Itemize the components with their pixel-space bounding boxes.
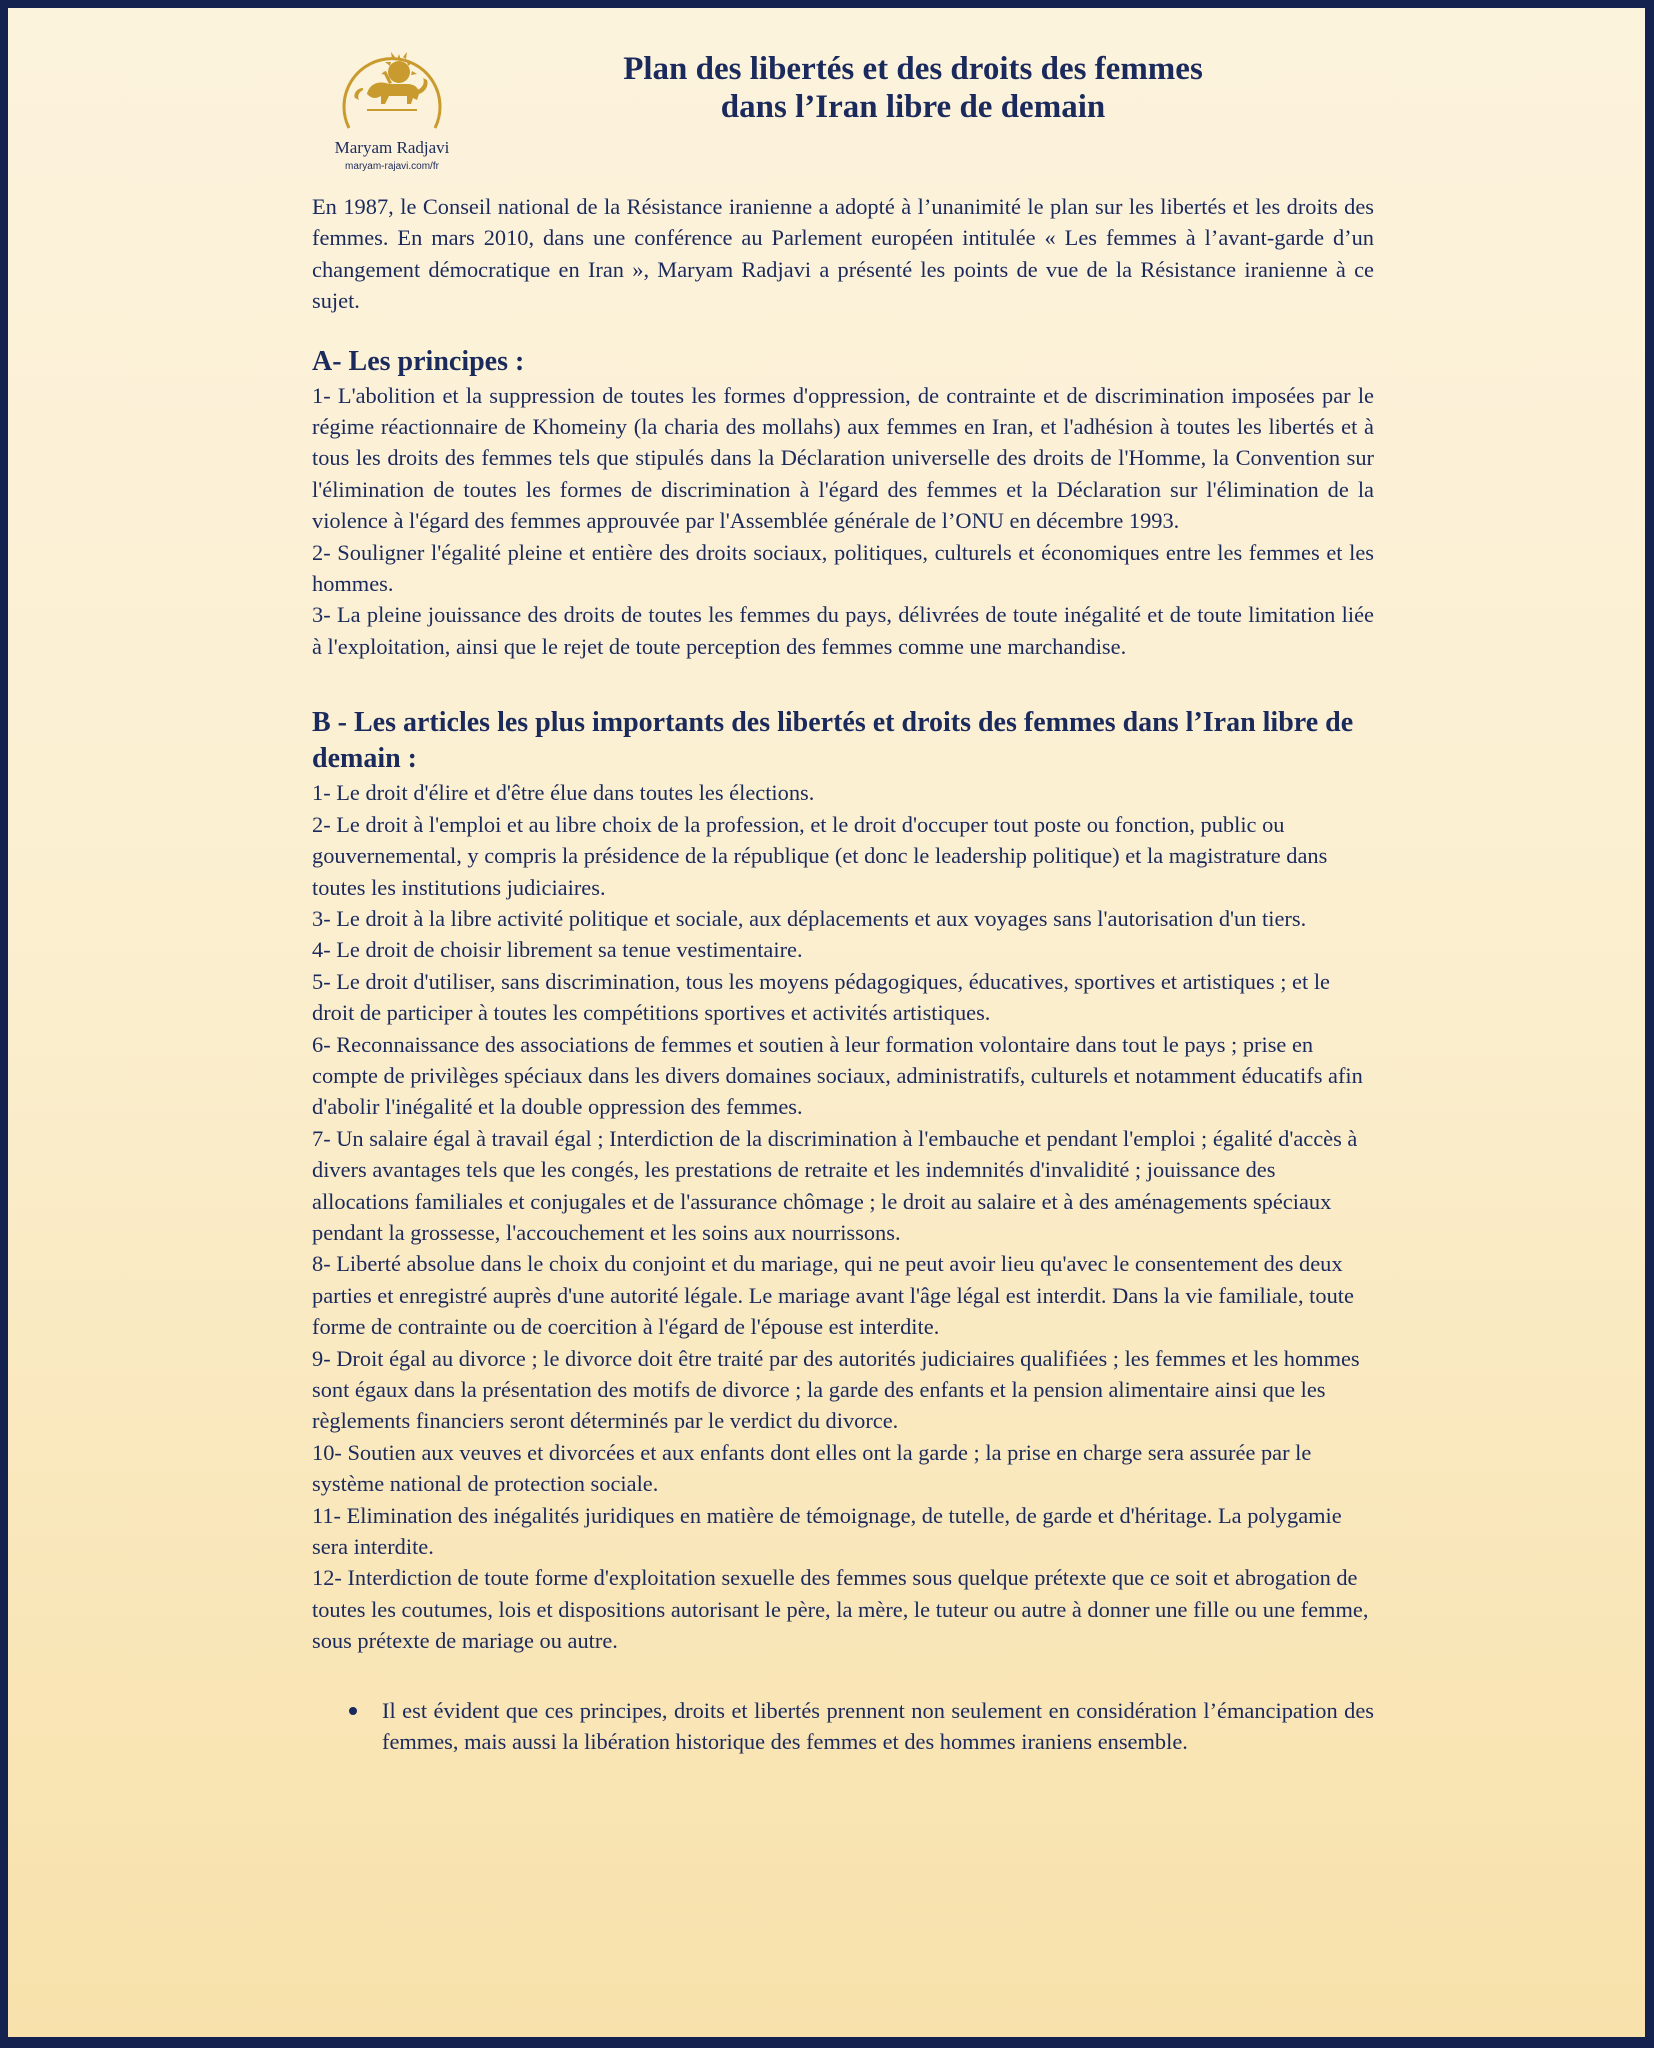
lion-and-sun-emblem-icon xyxy=(337,32,447,132)
article-item-3: 3- Le droit à la libre activité politique et sociale, aux déplacements et aux voyages sans l'autorisation d'un tiers. xyxy=(312,905,1307,931)
principle-item-1: 1- L'abolition et la suppression de toutes les formes d'oppression, de contrainte et de discrimination imposées par le régime réactionnaire de Khomeiny (la charia des mollahs) aux femmes en Iran, et l'adhésion à toutes les libertés et à tous les droits des femmes tels que stipulés dans la Déclaration universelle des droits de l'Homme, la Convention sur l'élimination de toutes les formes de discrimination à l'égard des femmes et la Déclaration sur l'élimination de la violence à l'égard des femmes approuvée par l'Assemblée générale de l’ONU en décembre 1993. xyxy=(312,382,1374,534)
logo-name: Maryam Radjavi xyxy=(334,138,450,157)
article-item-8: 8- Liberté absolue dans le choix du conjoint et du mariage, qui ne peut avoir lieu qu'avec le consentement des deux parties et enregistré auprès d'une autorité légale. Le mariage avant l'âge légal est interdit. Dans la vie familiale, toute forme de contrainte ou de coercition à l'égard de l'épouse est interdite. xyxy=(312,1251,1354,1340)
article-item-4: 4- Le droit de choisir librement sa tenue vestimentaire. xyxy=(312,937,803,963)
closing-note-list xyxy=(312,1695,1374,1758)
intro-paragraph: En 1987, le Conseil national de la Résistance iranienne a adopté à l’unanimité le plan sur les libertés et les droits des femmes. En mars 2010, dans une conférence au Parlement européen intitulée « Les femmes à l’avant-garde d’un changement démocratique en Iran », Maryam Radjavi a présenté les points de vue de la Résistance iranienne à ce sujet. xyxy=(312,194,1374,314)
page-title xyxy=(528,50,1298,126)
document-page xyxy=(8,8,1645,2037)
article-item-2: 2- Le droit à l'emploi et au libre choix de la profession, et le droit d'occuper tout poste ou fonction, public ou gouvernemental, y compris la présidence de la république (et donc le leadership politique) et la magistrature dans toutes les institutions judiciaires. xyxy=(312,811,1328,900)
article-item-1: 1- Le droit d'élire et d'être élue dans toutes les élections. xyxy=(312,780,815,806)
principle-item-3: 3- La pleine jouissance des droits de toutes les femmes du pays, délivrées de toute inégalité et de toute limitation liée à l'exploitation, ainsi que le rejet de toute perception des femmes comme une marchandise. xyxy=(312,602,1374,659)
section-a-list xyxy=(312,380,1374,663)
principle-item-2: 2- Souligner l'égalité pleine et entière des droits sociaux, politiques, culturels et économiques entre les femmes et les hommes. xyxy=(312,539,1374,597)
title-line-2: dans l’Iran libre de demain xyxy=(720,89,1106,125)
article-item-7: 7- Un salaire égal à travail égal ; Interdiction de la discrimination à l'embauche et pendant l'emploi ; égalité d'accès à divers avantages tels que les congés, les prestations de retraite et les indemnités d'invalidité ; jouissance des allocations familiales et conjugales et de l'assurance chômage ; le droit au salaire et à des aménagements spéciaux pendant la grossesse, l'accouchement et les soins aux nourrissons. xyxy=(312,1125,1358,1245)
section-a-heading: A- Les principes : xyxy=(312,345,525,377)
article-item-6: 6- Reconnaissance des associations de femmes et soutien à leur formation volontaire dans tout le pays ; prise en compte de privilèges spéciaux dans les divers domaines sociaux, administratifs, culturels et notamment éducatifs afin d'abolir l'inégalité et la double oppression des femmes. xyxy=(312,1031,1363,1120)
closing-note: Il est évident que ces principes, droits et libertés prennent non seulement en considération l’émancipation des femmes, mais aussi la libération historique des femmes et des hommes iraniens ensemble. xyxy=(382,1697,1374,1755)
section-b-heading: B - Les articles les plus importants des libertés et droits des femmes dans l’Iran libre de demain : xyxy=(312,707,1354,775)
article-item-5: 5- Le droit d'utiliser, sans discrimination, tous les moyens pédagogiques, éducatives, sportives et artistiques ; et le droit de participer à toutes les compétitions sportives et activités artistiques. xyxy=(312,968,1330,1026)
article-item-12: 12- Interdiction de toute forme d'exploitation sexuelle des femmes sous quelque prétexte que ce soit et abrogation de toutes les coutumes, lois et dispositions autorisant le père, la mère, le tuteur ou autre à donner une fille ou une femme, sous prétexte de mariage ou autre. xyxy=(312,1565,1369,1654)
logo xyxy=(326,32,458,174)
bullet-icon xyxy=(349,1707,357,1715)
article-item-10: 10- Soutien aux veuves et divorcées et aux enfants dont elles ont la garde ; la prise en charge sera assurée par le système national de protection sociale. xyxy=(312,1439,1312,1497)
logo-url: maryam-rajavi.com/fr xyxy=(345,161,439,172)
article-item-11: 11- Elimination des inégalités juridiques en matière de témoignage, de tutelle, de garde et d'héritage. La polygamie sera interdite. xyxy=(312,1502,1342,1560)
article-item-9: 9- Droit égal au divorce ; le divorce doit être traité par des autorités judiciaires qualifiées ; les femmes et les hommes sont égaux dans la présentation des motifs de divorce ; la garde des enfants et la pension alimentaire ainsi que les règlements financiers seront déterminés par le verdict du divorce. xyxy=(312,1345,1360,1434)
section-b-list xyxy=(312,777,1374,1656)
document-body xyxy=(312,191,1374,1757)
title-line-1: Plan des libertés et des droits des femmes xyxy=(623,51,1203,87)
